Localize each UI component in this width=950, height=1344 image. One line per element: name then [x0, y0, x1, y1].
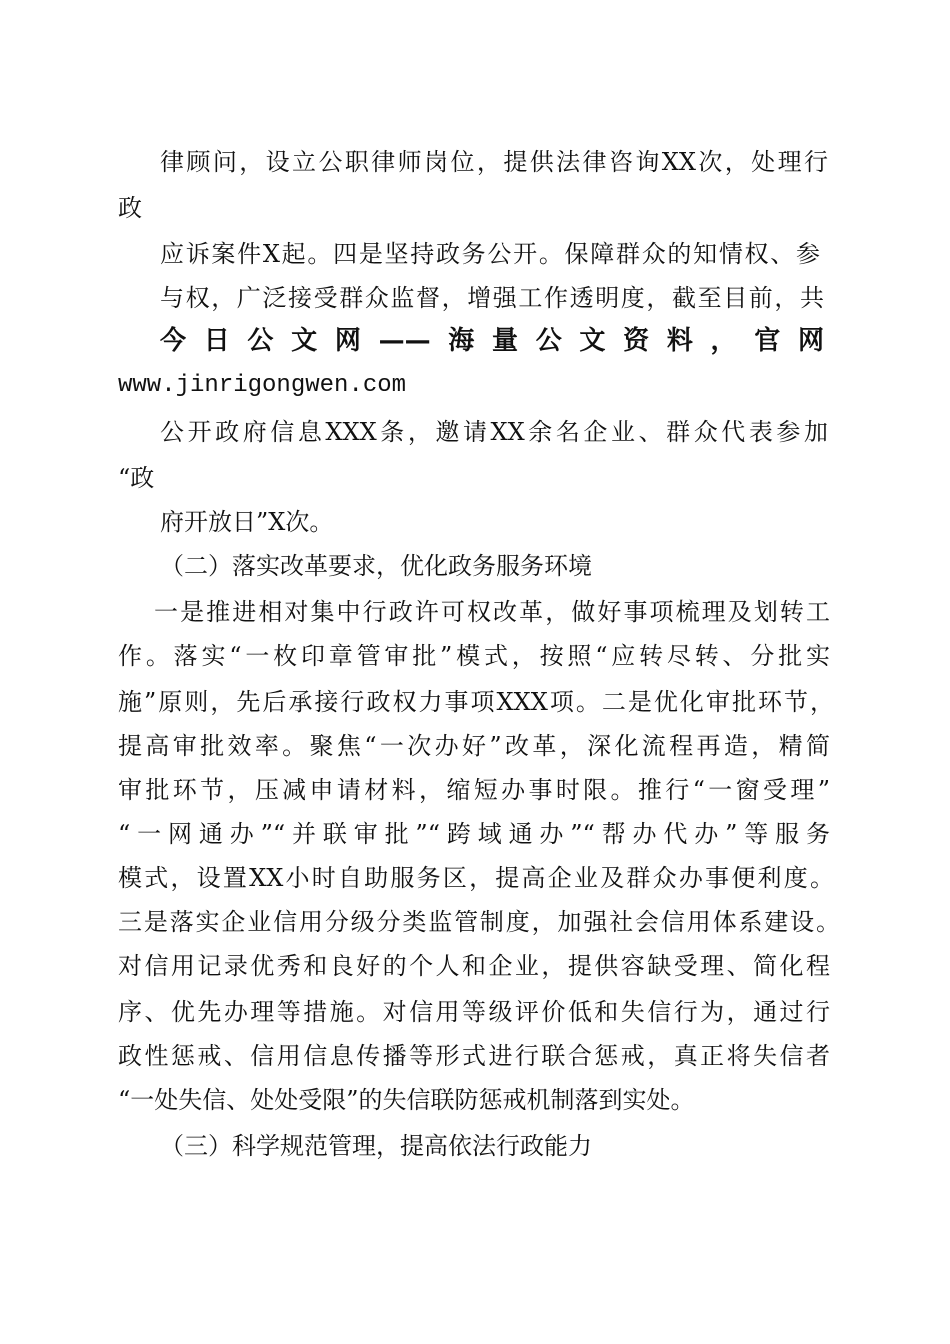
- paragraph-line: 作。落实“一枚印章管审批”模式，按照“应转尽转、分批实: [118, 642, 830, 670]
- paragraph-line: 审批环节，压减申请材料，缩短办事时限。推行“一窗受理”: [118, 776, 830, 804]
- paragraph-line: 施”原则，先后承接行政权力事项XXX项。二是优化审批环节，: [118, 688, 834, 716]
- watermark-site-banner: 今日公文网——海量公文资料，官网: [160, 326, 824, 356]
- paragraph-line: 对信用记录优秀和良好的个人和企业，提供容缺受理、简化程: [118, 952, 830, 980]
- paragraph-line: 府开放日”X次。: [160, 508, 334, 536]
- paragraph-line: 公开政府信息XXX条，邀请XX余名企业、群众代表参加: [160, 418, 828, 446]
- section-heading: （三）科学规范管理，提高依法行政能力: [160, 1132, 592, 1160]
- paragraph-line: 政性惩戒、信用信息传播等形式进行联合惩戒，真正将失信者: [118, 1042, 830, 1070]
- paragraph-line: “一处失信、处处受限”的失信联防惩戒机制落到实处。: [118, 1086, 695, 1114]
- paragraph-line: 应诉案件X起。四是坚持政务公开。保障群众的知情权、参: [160, 240, 820, 268]
- paragraph-line: “一网通办”“并联审批”“跨域通办”“帮办代办”等服务: [118, 820, 830, 848]
- paragraph-line: 序、优先办理等措施。对信用等级评价低和失信行为，通过行: [118, 998, 830, 1026]
- paragraph-line: “政: [118, 464, 155, 492]
- paragraph-line: 律顾问，设立公职律师岗位，提供法律咨询XX次，处理行: [160, 148, 828, 176]
- paragraph-line: 提高审批效率。聚焦“一次办好”改革，深化流程再造，精简: [118, 732, 830, 760]
- paragraph-line: 一是推进相对集中行政许可权改革，做好事项梳理及划转工: [154, 598, 830, 626]
- paragraph-line: 与权，广泛接受群众监督，增强工作透明度，截至目前，共: [160, 284, 824, 312]
- paragraph-line: 政: [118, 194, 142, 222]
- section-heading: （二）落实改革要求，优化政务服务环境: [160, 552, 592, 580]
- paragraph-line: 模式，设置XX小时自助服务区，提高企业及群众办事便利度。: [118, 864, 834, 892]
- paragraph-line: 三是落实企业信用分级分类监管制度，加强社会信用体系建设。: [118, 908, 840, 936]
- site-url: www.jinrigongwen.com: [118, 372, 407, 399]
